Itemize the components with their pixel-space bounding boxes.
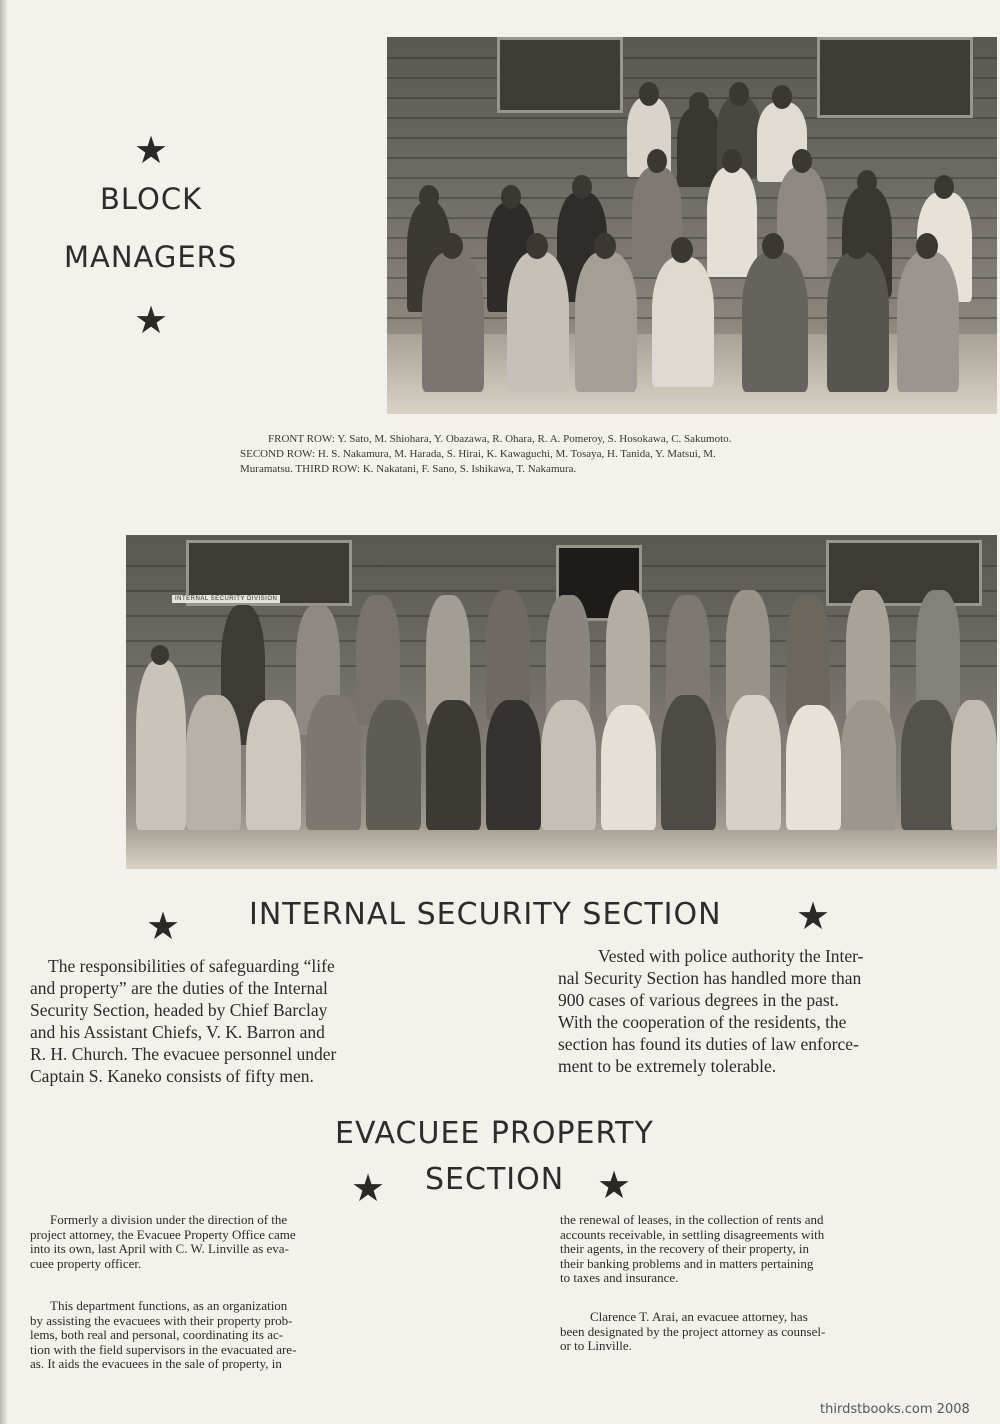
text-line: to taxes and insurance. [560,1270,679,1285]
block-managers-caption-line1: FRONT ROW: Y. Sato, M. Shiohara, Y. Obazawa, R. Ohara, R. A. Pomeroy, S. Hosokawa, C. Sakumoto. [268,433,732,445]
internal-security-left-column [30,955,336,1087]
evacuee-property-heading-line1: EVACUEE PROPERTY [335,1116,654,1151]
watermark: thirdstbooks.com 2008 [820,1402,970,1417]
star-icon: ★ [351,1168,386,1210]
text-line: tion with the field supervisors in the evacuated are- [30,1341,297,1357]
evacuee-property-right-p2 [560,1310,825,1354]
text-line: ment to be extremely tolerable. [558,1056,777,1076]
text-line: the renewal of leases, in the collection of rents and [560,1212,824,1227]
text-line: Vested with police authority the Inter- [598,946,864,966]
text-line: section has found its duties of law enforce- [558,1034,859,1054]
text-line: Security Section, headed by Chief Barclay [30,1000,328,1020]
text-line: nal Security Section has handled more than [558,968,862,988]
text-line: Formerly a division under the direction of the [50,1212,288,1227]
text-line: The responsibilities of safeguarding “life [48,956,335,976]
text-line: cuee property officer. [30,1255,142,1271]
internal-security-heading: INTERNAL SECURITY SECTION [249,897,722,932]
star-icon: ★ [134,130,169,172]
block-heading-line1: BLOCK [100,182,203,216]
text-line: R. H. Church. The evacuee personnel under [30,1044,337,1064]
evacuee-property-heading-line2: SECTION [425,1162,565,1197]
text-line: 900 cases of various degrees in the past. [558,990,839,1010]
internal-security-right-column [558,945,863,1077]
block-managers-caption-line2: SECOND ROW: H. S. Nakamura, M. Harada, S. Hirai, K. Kawaguchi, M. Tosaya, H. Tanida, Y. Matsui, M. [240,448,716,460]
text-line: project attorney, the Evacuee Property Office came [30,1226,296,1242]
block-heading-line2: MANAGERS [64,240,238,274]
evacuee-property-left-p2 [30,1299,296,1372]
text-line: and property” are the duties of the Internal [30,978,328,998]
text-line: by assisting the evacuees with their property prob- [30,1312,293,1328]
text-line: and his Assistant Chiefs, V. K. Barron and [30,1022,325,1042]
evacuee-property-right-p1 [560,1213,824,1286]
text-line: as. It aids the evacuees in the sale of property, in [30,1356,282,1371]
page-edge-shadow [0,0,8,1424]
text-line: Captain S. Kaneko consists of fifty men. [30,1066,314,1086]
text-line: their banking problems and in matters pertaining [560,1255,814,1271]
star-icon: ★ [796,896,831,938]
text-line: accounts receivable, in settling disagreements with [560,1226,825,1242]
text-line: into its own, last April with C. W. Linville as eva- [30,1241,289,1256]
text-line: their agents, in the recovery of their property, in [560,1241,809,1256]
text-line: been designated by the project attorney as counsel- [560,1323,826,1339]
block-managers-photo [387,37,997,414]
evacuee-property-left-p1 [30,1213,296,1271]
internal-security-photo [126,535,997,869]
text-line: Clarence T. Arai, an evacuee attorney, has [590,1309,808,1324]
text-line: With the cooperation of the residents, the [558,1012,847,1032]
text-line: or to Linville. [560,1338,632,1353]
star-icon: ★ [134,300,169,342]
star-icon: ★ [146,906,181,948]
star-icon: ★ [597,1165,632,1207]
internal-security-sign: INTERNAL SECURITY DIVISION [172,595,280,603]
text-line: lems, both real and personal, coordinating its ac- [30,1327,284,1342]
block-managers-caption-line3: Muramatsu. THIRD ROW: K. Nakatani, F. Sano, S. Ishikawa, T. Nakamura. [240,463,577,475]
text-line: This department functions, as an organization [50,1298,288,1313]
